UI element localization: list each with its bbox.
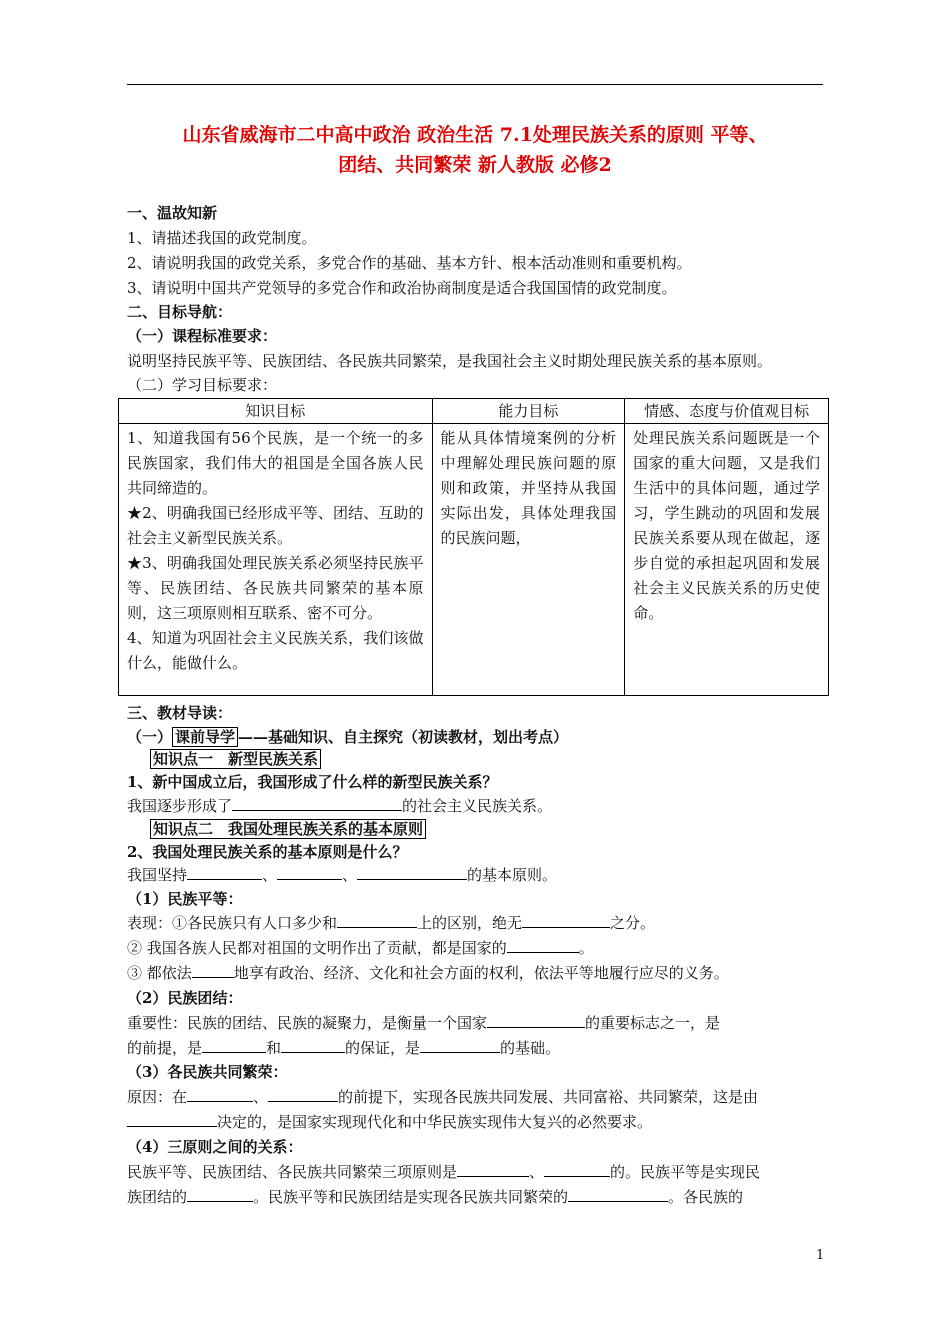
knowledge-point-1: [150, 748, 850, 770]
text: 。民族平等和民族团结是实现各民族共同繁荣的: [253, 1188, 569, 1206]
blank: [507, 937, 579, 953]
knowledge-goal-2: ★2、明确我国已经形成平等、团结、互助的社会主义新型民族关系。: [127, 504, 424, 547]
knowledge-goal-3: ★3、明确我国处理民族关系必须坚持民族平等、民族团结、各民族共同繁荣的基本原则，这三项原则相互联系、密不可分。: [127, 554, 424, 622]
review-question-1: 1、请描述我国的政党制度。: [127, 229, 317, 247]
pre-class-suffix: ——基础知识、自主探究（初读教材，划出考点）: [238, 728, 569, 746]
answer-2: [127, 864, 827, 886]
principle-1-line-1: [127, 912, 827, 934]
text: 决定的，是国家实现现代化和中华民族实现伟大复兴的必然要求。: [217, 1113, 653, 1131]
blank: [487, 1012, 585, 1028]
text: 表现：①各民族只有人口多少和: [127, 914, 338, 932]
principle-1-heading: （1）民族平等：: [127, 890, 243, 908]
text: 的前提下，实现各民族共同发展、共同富裕、共同繁荣，这是由: [338, 1088, 759, 1106]
text: 、: [253, 1088, 269, 1106]
blank: [420, 1037, 500, 1053]
blank: [277, 864, 342, 880]
document-title: [127, 120, 823, 180]
text: 的保证，是: [345, 1039, 421, 1057]
knowledge-point-2: [150, 818, 850, 840]
blank: [232, 795, 402, 811]
blank: [337, 912, 417, 928]
header-knowledge: 知识目标: [119, 399, 433, 424]
principle-3-heading: （3）各民族共同繁荣：: [127, 1063, 288, 1081]
principle-4-heading: （4）三原则之间的关系：: [127, 1138, 303, 1156]
title-line-1: 山东省威海市二中高中政治 政治生活 7.1处理民族关系的原则 平等、: [182, 124, 768, 146]
question-1: 1、新中国成立后，我国形成了什么样的新型民族关系？: [127, 773, 498, 791]
curriculum-standard-heading: （一）课程标准要求：: [127, 327, 278, 345]
text: 的基础。: [500, 1039, 561, 1057]
blank: [544, 1161, 610, 1177]
text: 重要性：民族的团结、民族的凝聚力，是衡量一个国家: [127, 1014, 488, 1032]
blank: [187, 864, 262, 880]
blank: [268, 1086, 338, 1102]
answer-2-post: 的基本原则。: [467, 866, 558, 884]
blank: [522, 912, 610, 928]
knowledge-point-1-label: 知识点一 新型民族关系: [150, 749, 321, 769]
text: ② 我国各族人民都对祖国的文明作出了贡献，都是国家的: [127, 939, 507, 957]
answer-2-sep: 、: [342, 866, 358, 884]
blank: [281, 1037, 345, 1053]
title-line-2: 团结、共同繁荣 新人教版 必修2: [338, 154, 612, 176]
blank: [568, 1186, 668, 1202]
blank: [192, 962, 234, 978]
pre-class-guide: [127, 726, 827, 748]
text: 上的区别，绝无: [417, 914, 523, 932]
section-3-heading: 三、教材导读：: [127, 704, 233, 722]
answer-2-sep: 、: [262, 866, 278, 884]
blank: [202, 1037, 266, 1053]
principle-4-line-1: [127, 1161, 827, 1183]
knowledge-goal-1: 1、知道我国有56个民族，是一个统一的多民族国家，我们伟大的祖国是全国各族人民共同缔造的。: [127, 429, 424, 497]
blank: [187, 1186, 253, 1202]
text: ③ 都依法: [127, 964, 192, 982]
curriculum-standard-text: 说明坚持民族平等、民族团结、各民族共同繁荣，是我国社会主义时期处理民族关系的基本原则。: [127, 352, 773, 370]
answer-2-pre: 我国坚持: [127, 866, 188, 884]
knowledge-point-2-label: 知识点二 我国处理民族关系的基本原则: [150, 819, 426, 839]
text: 民族平等、民族团结、各民族共同繁荣三项原则是: [127, 1163, 458, 1181]
knowledge-goal-4: 4、知道为巩固社会主义民族关系，我们该做什么，能做什么。: [127, 629, 424, 672]
principle-2-line-2: [127, 1037, 827, 1059]
header-ability: 能力目标: [432, 399, 625, 424]
learning-goals-table: [118, 398, 829, 696]
text: 。各民族的: [668, 1188, 744, 1206]
text: 和: [266, 1039, 282, 1057]
text: 原因：在: [127, 1088, 188, 1106]
review-question-3: 3、请说明中国共产党领导的多党合作和政治协商制度是适合我国国情的政党制度。: [127, 279, 677, 297]
text: 族团结的: [127, 1188, 188, 1206]
pre-class-prefix: （一）: [127, 728, 173, 746]
review-question-2: 2、请说明我国的政党关系，多党合作的基础、基本方针、根本活动准则和重要机构。: [127, 254, 692, 272]
text: 、: [529, 1163, 545, 1181]
answer-1-pre: 我国逐步形成了: [127, 797, 233, 815]
header-emotion: 情感、态度与价值观目标: [625, 399, 829, 424]
answer-1: [127, 795, 827, 817]
section-2-heading: 二、目标导航：: [127, 303, 233, 321]
principle-1-line-2: [127, 937, 827, 959]
principle-3-line-2: [127, 1111, 827, 1133]
blank: [127, 1111, 217, 1127]
blank: [357, 864, 467, 880]
text: 的前提，是: [127, 1039, 203, 1057]
learning-goals-heading: （二）学习目标要求：: [127, 376, 278, 394]
answer-1-post: 的社会主义民族关系。: [402, 797, 553, 815]
emotion-goals-cell: 处理民族关系问题既是一个国家的重大问题，又是我们生活中的具体问题，通过学习，学生跳动的巩固和发展民族关系要从现在做起，逐步自觉的承担起巩固和发展社会主义民族关系的历史使命。: [625, 424, 829, 696]
text: 。: [578, 939, 594, 957]
text: 之分。: [610, 914, 656, 932]
pre-class-boxed-label: 课前导学: [172, 727, 238, 747]
question-2: 2、我国处理民族关系的基本原则是什么？: [127, 843, 408, 861]
knowledge-goals-cell: [119, 424, 433, 696]
principle-3-line-1: [127, 1086, 827, 1108]
principle-1-line-3: [127, 962, 827, 984]
header-rule: [127, 84, 823, 85]
text: 地享有政治、经济、文化和社会方面的权利，依法平等地履行应尽的义务。: [233, 964, 729, 982]
blank: [187, 1086, 253, 1102]
text: 的。民族平等是实现民: [610, 1163, 761, 1181]
principle-2-line-1: [127, 1012, 827, 1034]
section-1-heading: 一、温故知新: [127, 204, 218, 222]
ability-goals-cell: 能从具体情境案例的分析中理解处理民族问题的原则和政策，并坚持从我国实际出发，具体处理我国的民族问题，: [432, 424, 625, 696]
blank: [457, 1161, 529, 1177]
principle-2-heading: （2）民族团结：: [127, 989, 243, 1007]
principle-4-line-2: [127, 1186, 827, 1208]
page-number: 1: [816, 1248, 825, 1263]
text: 的重要标志之一，是: [585, 1014, 721, 1032]
